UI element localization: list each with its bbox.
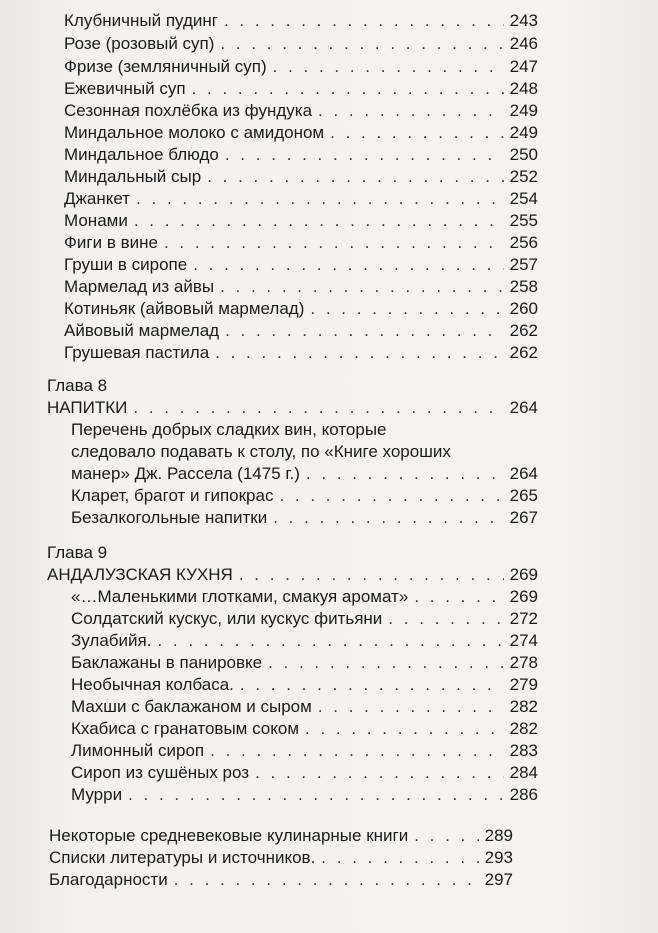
toc-entry[interactable]: [71, 674, 538, 696]
dot-leader: [305, 718, 504, 740]
toc-entry[interactable]: [64, 320, 538, 342]
entry-page: 289: [484, 826, 513, 845]
entry-title: Миндальное молоко с амидоном: [64, 123, 325, 142]
entry-title: Солдатский кускус, или кускус фитьяни: [71, 609, 383, 628]
entry-page: 282: [509, 719, 538, 738]
entry-page: 293: [484, 848, 513, 867]
entry-title: Миндальный сыр: [64, 167, 202, 186]
entry-title: Мармелад из айвы: [64, 277, 215, 296]
entry-page: 284: [509, 763, 538, 782]
toc-entry[interactable]: [71, 630, 538, 652]
dot-leader: [193, 254, 503, 276]
entry-title: Джанкет: [64, 189, 131, 208]
entry-title: Розе (розовый суп): [64, 34, 215, 53]
toc-entry[interactable]: [71, 485, 538, 507]
toc-entry[interactable]: [71, 652, 538, 674]
entry-page: 286: [509, 785, 538, 804]
dot-leader: [388, 608, 503, 630]
dot-leader: [220, 276, 504, 298]
chapter-label: Глава 8: [47, 376, 108, 395]
toc-entry[interactable]: [64, 254, 538, 276]
entry-title: Фризе (земляничный суп): [64, 57, 267, 76]
entry-page: 279: [509, 675, 538, 694]
entry-page: 249: [509, 101, 538, 120]
toc-entry[interactable]: [64, 188, 538, 210]
toc-entry[interactable]: [64, 144, 538, 166]
dot-leader: [220, 33, 503, 55]
entry-title: манер» Дж. Рассела (1475 г.): [71, 464, 300, 483]
entry-page: 249: [509, 123, 538, 142]
entry-title: Махши с баклажаном и сыром: [71, 697, 312, 716]
dot-leader: [414, 586, 503, 608]
dot-leader: [330, 122, 504, 144]
dot-leader: [240, 674, 504, 696]
toc-entry[interactable]: [71, 507, 538, 529]
toc-entry[interactable]: [71, 463, 538, 485]
entry-title: Котиньяк (айвовый мармелад): [64, 299, 305, 318]
toc-entry[interactable]: [49, 869, 513, 891]
dot-leader: [136, 188, 504, 210]
toc-entry[interactable]: [71, 608, 538, 630]
dot-leader: [224, 10, 504, 32]
entry-page: 257: [509, 255, 538, 274]
entry-title: Благодарности: [49, 870, 168, 889]
toc-entry[interactable]: [64, 33, 538, 55]
entry-page: 252: [509, 167, 538, 186]
toc-entry[interactable]: [64, 100, 538, 122]
entry-title: Баклажаны в панировке: [71, 653, 263, 672]
toc-entry[interactable]: [64, 298, 538, 320]
dot-leader: [128, 784, 504, 806]
entry-page: 250: [509, 145, 538, 164]
entry-page: 258: [509, 277, 538, 296]
dot-leader: [306, 463, 504, 485]
entry-page: 283: [509, 741, 538, 760]
entry-title: Безалкогольные напитки: [71, 508, 268, 527]
chapter-title: НАПИТКИ: [47, 398, 128, 417]
toc-entry[interactable]: [64, 232, 538, 254]
dot-leader: [255, 762, 504, 784]
toc-entry[interactable]: [64, 210, 538, 232]
entry-page: 269: [509, 565, 538, 584]
dot-leader: [157, 630, 503, 652]
entry-title: Ежевичный суп: [64, 79, 186, 98]
entry-title: Лимонный сироп: [71, 741, 205, 760]
dot-leader: [207, 166, 503, 188]
entry-page: 269: [509, 587, 538, 606]
toc-entry[interactable]: [64, 166, 538, 188]
entry-title: Монами: [64, 211, 128, 230]
dot-leader: [273, 56, 504, 78]
toc-entry[interactable]: [71, 762, 538, 784]
entry-page: 256: [509, 233, 538, 252]
dot-leader: [279, 485, 503, 507]
dot-leader: [414, 825, 478, 847]
toc-entry[interactable]: [64, 10, 538, 32]
entry-title: Сироп из сушёных роз: [71, 763, 250, 782]
dot-leader: [215, 342, 503, 364]
toc-entry[interactable]: [64, 78, 538, 100]
chapter-title: АНДАЛУЗСКАЯ КУХНЯ: [47, 565, 233, 584]
dot-leader: [164, 232, 504, 254]
entry-page: 262: [509, 321, 538, 340]
dot-leader: [268, 652, 504, 674]
entry-page: 247: [509, 57, 538, 76]
entry-title: Кхабиса с гранатовым соком: [71, 719, 300, 738]
entry-page: 264: [509, 398, 538, 417]
toc-entry[interactable]: [71, 696, 538, 718]
entry-page: 248: [509, 79, 538, 98]
entry-page: 297: [484, 870, 513, 889]
entry-page: 246: [509, 34, 538, 53]
chapter-title-entry[interactable]: [47, 397, 538, 419]
toc-entry[interactable]: [49, 847, 513, 869]
dot-leader: [133, 397, 503, 419]
entry-title: Необычная колбаса.: [71, 675, 234, 694]
entry-title: Зулабийя.: [71, 631, 152, 650]
entry-title: Груши в сиропе: [64, 255, 188, 274]
chapter-title-entry[interactable]: [47, 564, 538, 586]
dot-leader: [225, 320, 504, 342]
entry-title: Айвовый мармелад: [64, 321, 220, 340]
dot-leader: [318, 100, 504, 122]
dot-leader: [310, 298, 503, 320]
toc-entry[interactable]: [64, 342, 538, 364]
entry-page: 272: [509, 609, 538, 628]
entry-title: Сезонная похлёбка из фундука: [64, 101, 313, 120]
entry-page: 267: [509, 508, 538, 527]
entry-title: Списки литературы и источников.: [49, 848, 316, 867]
dot-leader: [318, 696, 504, 718]
toc-entry[interactable]: [71, 586, 538, 608]
entry-title: Клубничный пудинг: [64, 11, 218, 30]
toc-entry[interactable]: [71, 718, 538, 740]
entry-page: 264: [509, 464, 538, 483]
dot-leader: [192, 78, 504, 100]
toc-entry[interactable]: [64, 276, 538, 298]
entry-page: 255: [509, 211, 538, 230]
dot-leader: [225, 144, 504, 166]
toc-entry[interactable]: [64, 122, 538, 144]
entry-page: 243: [509, 11, 538, 30]
entry-page: 254: [509, 189, 538, 208]
entry-page: 262: [509, 343, 538, 362]
entry-title: Кларет, брагот и гипокрас: [71, 486, 274, 505]
entry-title: Фиги в вине: [64, 233, 158, 252]
dot-leader: [210, 740, 504, 762]
entry-title-line: Перечень добрых сладких вин, которые: [71, 420, 387, 439]
dot-leader: [273, 507, 503, 529]
dot-leader: [174, 869, 479, 891]
entry-title-line: следовало подавать к столу, по «Книге хороших: [71, 442, 451, 461]
entry-page: 265: [509, 486, 538, 505]
dot-leader: [239, 564, 504, 586]
entry-title: Грушевая пастила: [64, 343, 210, 362]
entry-page: 282: [509, 697, 538, 716]
entry-title: «…Маленькими глотками, смакуя аромат»: [71, 587, 409, 606]
dot-leader: [321, 847, 478, 869]
entry-page: 260: [509, 299, 538, 318]
toc-entry[interactable]: [49, 825, 513, 847]
entry-title: Некоторые средневековые кулинарные книги: [49, 826, 409, 845]
toc-entry[interactable]: [71, 784, 538, 806]
entry-page: 274: [509, 631, 538, 650]
chapter-label: Глава 9: [47, 543, 108, 562]
entry-title: Мурри: [71, 785, 123, 804]
dot-leader: [134, 210, 504, 232]
toc-entry[interactable]: [64, 56, 538, 78]
toc-entry[interactable]: [71, 740, 538, 762]
entry-title: Миндальное блюдо: [64, 145, 219, 164]
entry-page: 278: [509, 653, 538, 672]
